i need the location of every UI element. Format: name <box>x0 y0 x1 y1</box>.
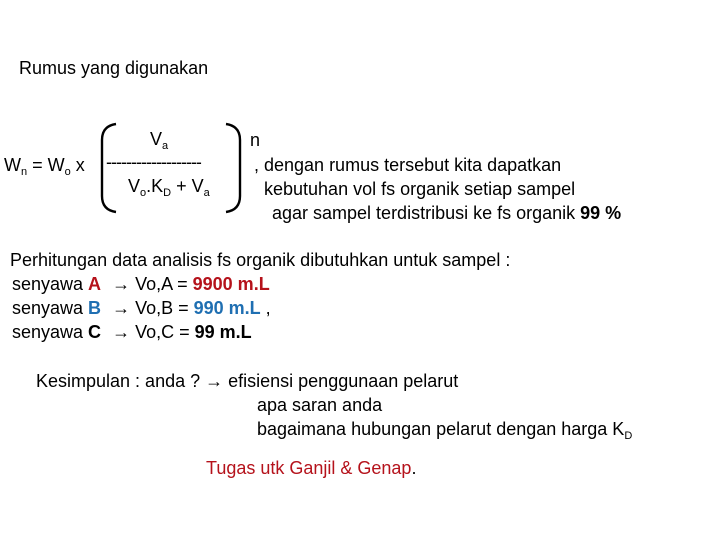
denom-v: V <box>128 176 141 196</box>
conclusion-line2: apa saran anda <box>257 395 383 415</box>
formula-comment-line2: kebutuhan vol fs organik setiap sampel <box>264 179 576 199</box>
row-a-letter: A <box>88 274 102 294</box>
comment-line3-value: 99 % <box>580 203 622 223</box>
task-text: Tugas utk Ganjil & Genap <box>206 458 412 478</box>
row-b-suffix: , <box>260 298 271 318</box>
arrow-icon: → <box>112 322 131 342</box>
denominator <box>128 175 210 200</box>
arrow-icon: → <box>112 298 131 318</box>
denom-sub-o: o <box>140 187 147 199</box>
formula-lhs <box>4 154 85 179</box>
row-a-label: Vo,A = <box>135 274 193 294</box>
calc-row-c <box>12 321 252 343</box>
arrow-icon: → <box>205 371 224 391</box>
conclusion-sub-d: D <box>624 430 633 442</box>
lhs-w: W <box>4 155 21 175</box>
conclusion-text3: bagaimana hubungan pelarut dengan harga K <box>257 419 625 439</box>
row-a-value: 9900 m.L <box>192 274 270 294</box>
row-a-prefix: senyawa <box>12 274 89 294</box>
lhs-sub-n: n <box>21 166 28 178</box>
lhs-equals-w: = W <box>27 155 65 175</box>
formula-comment-line1: , dengan rumus tersebut kita dapatkan <box>254 155 562 175</box>
arrow-icon: → <box>112 274 131 294</box>
lhs-sub-o: o <box>64 166 71 178</box>
numerator-sub-a: a <box>162 140 169 152</box>
row-b-letter: B <box>88 298 102 318</box>
conclusion-line1 <box>36 370 458 392</box>
calc-row-a <box>12 273 270 295</box>
heading: Rumus yang digunakan <box>19 58 209 78</box>
row-c-letter: C <box>88 322 102 342</box>
row-c-prefix: senyawa <box>12 322 89 342</box>
task-period: . <box>411 458 417 478</box>
numerator <box>150 128 168 153</box>
row-c-label: Vo,C = <box>135 322 195 342</box>
conclusion-line3 <box>257 418 632 443</box>
row-b-label: Vo,B = <box>135 298 194 318</box>
row-b-prefix: senyawa <box>12 298 89 318</box>
denom-plus-v: + V <box>171 176 204 196</box>
row-c-value: 99 m.L <box>194 322 252 342</box>
row-b-value: 990 m.L <box>193 298 261 318</box>
right-parenthesis <box>224 120 246 216</box>
lhs-times: x <box>70 155 85 175</box>
denom-sub-d: D <box>163 187 172 199</box>
conclusion-label: Kesimpulan : anda ? <box>36 371 201 391</box>
task-note <box>206 457 416 479</box>
formula-comment-line3 <box>272 202 621 224</box>
denom-k: .K <box>146 176 164 196</box>
calc-intro: Perhitungan data analisis fs organik dibutuhkan untuk sampel : <box>10 250 511 270</box>
denom-sub-a: a <box>203 187 210 199</box>
calc-row-b <box>12 297 271 319</box>
numerator-v: V <box>150 129 163 149</box>
comment-line3-text: agar sampel terdistribusi ke fs organik <box>272 203 581 223</box>
exponent: n <box>250 130 261 150</box>
conclusion-text1: efisiensi penggunaan pelarut <box>223 371 459 391</box>
fraction-line: ------------------- <box>106 152 201 172</box>
